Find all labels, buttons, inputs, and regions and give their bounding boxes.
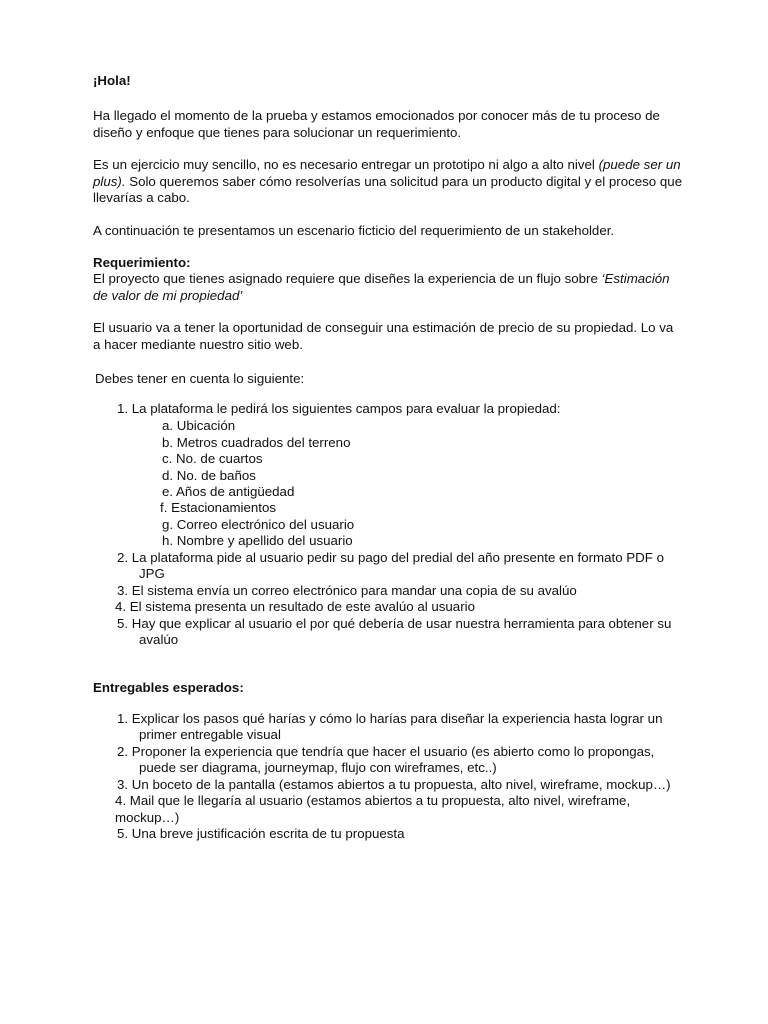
list-item: 2. Proponer la experiencia que tendría que hacer el usuario (es abierto como lo propongas, [117,744,655,759]
list-item: 3. El sistema envía un correo electrónico para mandar una copia de su avalúo [117,583,577,598]
requirement-flow-title: ‘Estimación de valor de mi propiedad’ [93,271,670,303]
list-item-continuation: mockup…) [115,810,180,825]
sub-list-item: e. Años de antigüedad [162,484,295,499]
deliverables-heading: Entregables esperados: [93,680,244,695]
greeting: ¡Hola! [93,73,131,88]
exercise-text-end: Solo queremos saber cómo resolverías una solicitud para un producto digital y el proceso que llevarías a cabo. [93,173,683,205]
exercise-italic-note: (puede ser un plus). [93,157,681,189]
sub-list-item: b. Metros cuadrados del terreno [162,435,351,450]
requirement-heading: Requerimiento: [93,255,191,270]
list-item: 4. Mail que le llegaría al usuario (estamos abiertos a tu propuesta, alto nivel, wireframe, [115,793,631,808]
list-item: 3. Un boceto de la pantalla (estamos abiertos a tu propuesta, alto nivel, wireframe, mockup…) [117,777,671,792]
intro-paragraph: Ha llegado el momento de la prueba y estamos emocionados por conocer más de tu proceso de diseño y enfoque que tienes para solucionar un requerimiento. [93,108,660,140]
user-paragraph: El usuario va a tener la oportunidad de conseguir una estimación de precio de su propiedad. Lo va a hacer mediante nuestro sitio web. [93,320,674,352]
list-item: 4. El sistema presenta un resultado de este avalúo al usuario [115,599,475,614]
list-item-continuation: JPG [139,566,165,581]
list-item: 5. Una breve justificación escrita de tu propuesta [117,826,405,841]
sub-list-item: f. Estacionamientos [160,500,277,515]
exercise-text-start: Es un ejercicio muy sencillo, no es necesario entregar un prototipo ni algo a alto nivel [93,157,599,172]
list-item: 2. La plataforma pide al usuario pedir su pago del predial del año presente en formato PDF o [117,550,664,565]
sub-list-item: h. Nombre y apellido del usuario [162,533,353,548]
sub-list-item: d. No. de baños [162,468,256,483]
list-item: 1. Explicar los pasos qué harías y cómo lo harías para diseñar la experiencia hasta lograr un [117,711,663,726]
exercise-paragraph [93,157,683,207]
sub-list-item: c. No. de cuartos [162,451,263,466]
sub-list-item: g. Correo electrónico del usuario [162,517,355,532]
list-item-continuation: primer entregable visual [139,727,281,742]
list-item-continuation: puede ser diagrama, journeymap, flujo con wireframes, etc..) [139,760,497,775]
consider-heading: Debes tener en cuenta lo siguiente: [95,371,305,386]
list-item: 1. La plataforma le pedirá los siguientes campos para evaluar la propiedad: [117,401,561,416]
list-item-continuation: avalúo [139,632,179,647]
requirement-text: El proyecto que tienes asignado requiere que diseñes la experiencia de un flujo sobre [93,271,602,286]
list-item: 5. Hay que explicar al usuario el por qué debería de usar nuestra herramienta para obtener su [117,616,672,631]
sub-list-item: a. Ubicación [162,418,236,433]
scenario-paragraph: A continuación te presentamos un escenario ficticio del requerimiento de un stakeholder. [93,223,615,238]
requirement-paragraph [93,271,683,304]
